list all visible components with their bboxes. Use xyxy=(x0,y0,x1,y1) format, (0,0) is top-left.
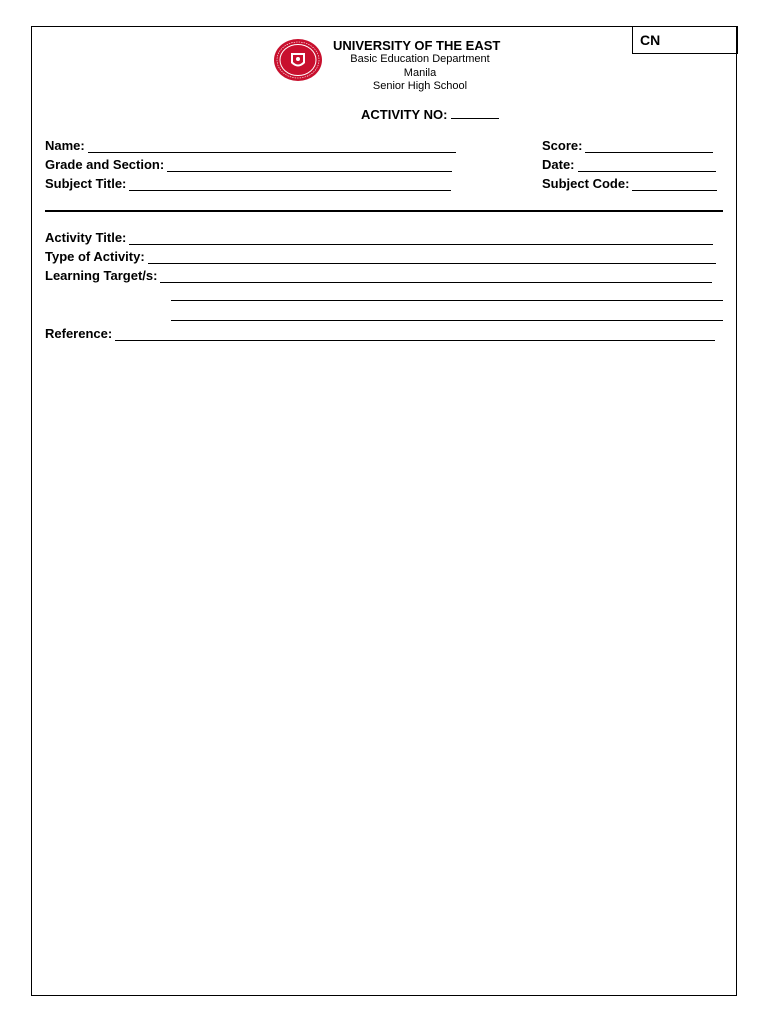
learning-target-label: Learning Target/s: xyxy=(45,268,158,283)
name-field xyxy=(45,138,456,153)
grade-section-blank[interactable] xyxy=(167,159,452,172)
school-name: Senior High School xyxy=(372,80,468,92)
reference-blank[interactable] xyxy=(115,328,715,341)
city-name: Manila xyxy=(403,67,437,79)
date-field xyxy=(542,157,716,172)
activity-number-field xyxy=(361,106,499,122)
subject-code-blank[interactable] xyxy=(632,178,717,191)
cn-label: CN xyxy=(640,32,661,48)
score-blank[interactable] xyxy=(585,140,713,153)
type-of-activity-blank[interactable] xyxy=(148,251,716,264)
grade-section-field xyxy=(45,157,452,172)
type-of-activity-field xyxy=(45,249,716,264)
activity-number-blank[interactable] xyxy=(451,106,499,119)
name-label: Name: xyxy=(45,138,85,153)
learning-target-blank-3[interactable] xyxy=(171,320,723,321)
activity-title-blank[interactable] xyxy=(129,232,713,245)
type-of-activity-label: Type of Activity: xyxy=(45,249,145,264)
score-label: Score: xyxy=(542,138,583,153)
university-name: UNIVERSITY OF THE EAST xyxy=(333,38,501,53)
activity-title-label: Activity Title: xyxy=(45,230,127,245)
reference-label: Reference: xyxy=(45,326,113,341)
subject-code-label: Subject Code: xyxy=(542,176,630,191)
subject-title-blank[interactable] xyxy=(129,178,451,191)
university-seal-icon xyxy=(272,38,324,82)
cn-box xyxy=(632,26,738,54)
subject-code-field xyxy=(542,176,717,191)
department-name: Basic Education Department xyxy=(350,53,490,65)
name-blank[interactable] xyxy=(88,140,456,153)
date-label: Date: xyxy=(542,157,575,172)
score-field xyxy=(542,138,713,153)
learning-target-blank-2[interactable] xyxy=(171,300,723,301)
activity-title-field xyxy=(45,230,713,245)
section-divider xyxy=(45,210,723,212)
date-blank[interactable] xyxy=(578,159,716,172)
learning-target-field xyxy=(45,268,712,283)
activity-number-label: ACTIVITY NO: xyxy=(361,107,448,122)
subject-title-label: Subject Title: xyxy=(45,176,127,191)
subject-title-field xyxy=(45,176,451,191)
grade-section-label: Grade and Section: xyxy=(45,157,165,172)
learning-target-blank[interactable] xyxy=(160,270,712,283)
reference-field xyxy=(45,326,715,341)
